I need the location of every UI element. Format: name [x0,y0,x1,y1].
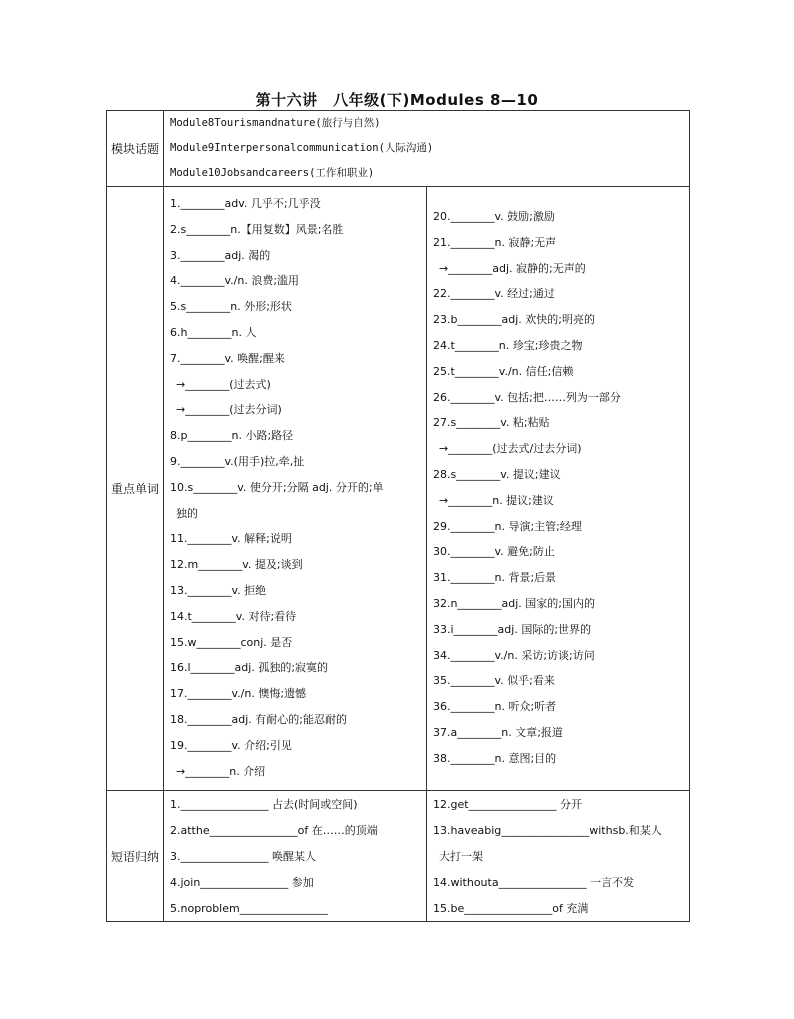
word-item: 2.s________n.【用复数】风景;名胜 [170,222,344,236]
phrase-item: 12.get________________ 分开 [433,798,583,812]
topic-cell [164,111,690,187]
word-item: 23.b________adj. 欢快的;明亮的 [433,313,595,327]
topic-label: 模块话题 [107,111,164,187]
word-item: 4.________v./n. 浪费;滥用 [170,274,300,288]
word-item: 32.n________adj. 国家的;国内的 [433,596,595,610]
phrases-right-column [427,791,690,922]
word-derived: →________(过去式/过去分词) [439,442,582,456]
word-item: 10.s________v. 使分开;分隔 adj. 分开的;单 [170,480,384,494]
word-item: 13.________v. 拒绝 [170,583,267,597]
word-item: 29.________n. 导演;主管;经理 [433,519,582,533]
word-item: 30.________v. 避免;防止 [433,545,555,559]
phrases-row [107,791,690,922]
word-item: 20.________v. 鼓励;激励 [433,210,555,223]
words-label: 重点单词 [107,187,164,791]
word-item: 28.s________v. 提议;建议 [433,467,561,481]
word-derived: →________(过去分词) [176,403,282,417]
word-item: 26.________v. 包括;把……列为一部分 [433,390,621,404]
word-item: 25.t________v./n. 信任;信赖 [433,364,574,378]
topic-line: Module8Tourismandnature(旅行与自然) [170,117,381,129]
phrase-item: 15.be________________of 充满 [433,901,589,915]
word-item: 35.________v. 似乎;看来 [433,674,555,688]
phrases-label: 短语归纳 [107,791,164,922]
word-item: 11.________v. 解释;说明 [170,532,292,546]
word-item: 5.s________n. 外形;形状 [170,300,292,314]
word-item: 18.________adj. 有耐心的;能忍耐的 [170,712,347,726]
word-item: 36.________n. 听众;听者 [433,700,557,714]
phrase-item: 14.withouta________________ 一言不发 [433,875,635,889]
word-item: 31.________n. 背景;后景 [433,571,557,585]
word-item: 22.________v. 经过;通过 [433,287,555,301]
vocab-table [106,110,690,922]
word-item: 37.a________n. 文章;报道 [433,725,563,739]
word-item: 8.p________n. 小路;路径 [170,429,294,443]
word-item: 34.________v./n. 采访;访谈;访问 [433,648,595,662]
word-item: 9.________v.(用手)拉,牵,扯 [170,454,305,468]
word-item: 15.w________conj. 是否 [170,635,293,649]
phrase-item: 3.________________ 唤醒某人 [170,849,316,863]
word-item: 14.t________v. 对待;看待 [170,609,297,623]
phrase-item: 2.atthe________________of 在……的顶端 [170,824,378,838]
phrase-item: 5.noproblem________________ [170,901,328,915]
page-title: 第十六讲 八年级(下)Modules 8—10 [255,91,539,109]
word-continuation: 独的 [176,506,198,520]
word-item: 17.________v./n. 懊悔;遗憾 [170,687,307,701]
phrase-item: 4.join________________ 参加 [170,875,314,889]
word-item: 38.________n. 意图;目的 [433,751,557,765]
phrase-continuation: 大打一架 [439,849,483,863]
phrases-left-column [164,791,427,922]
phrase-item: 13.haveabig________________withsb.和某人 [433,824,662,838]
word-derived: →________adj. 寂静的;无声的 [439,261,586,275]
word-item: 33.i________adj. 国际的;世界的 [433,622,592,636]
topic-row [107,111,690,187]
word-item: 16.l________adj. 孤独的;寂寞的 [170,661,329,675]
words-left-column [164,187,427,791]
word-derived: →________(过去式) [176,377,271,391]
word-item: 24.t________n. 珍宝;珍贵之物 [433,338,583,352]
word-item: 19.________v. 介绍;引见 [170,738,292,752]
word-item: 21.________n. 寂静;无声 [433,235,557,249]
word-item: 1.________adv. 几乎不;几乎没 [170,197,321,210]
word-derived: →________n. 提议;建议 [439,493,554,507]
words-right-column [427,187,690,791]
word-item: 3.________adj. 渴的 [170,248,271,262]
topic-line: Module9Interpersonalcommunication(人际沟通) [170,142,434,154]
word-derived: →________n. 介绍 [176,764,266,778]
words-row [107,187,690,791]
word-item: 27.s________v. 粘;粘贴 [433,416,550,430]
word-item: 7.________v. 唤醒;醒来 [170,351,285,365]
word-item: 12.m________v. 提及;谈到 [170,558,303,572]
topic-line: Module10Jobsandcareers(工作和职业) [170,167,375,179]
phrase-item: 1.________________ 占去(时间或空间) [170,798,358,812]
word-item: 6.h________n. 人 [170,325,257,339]
